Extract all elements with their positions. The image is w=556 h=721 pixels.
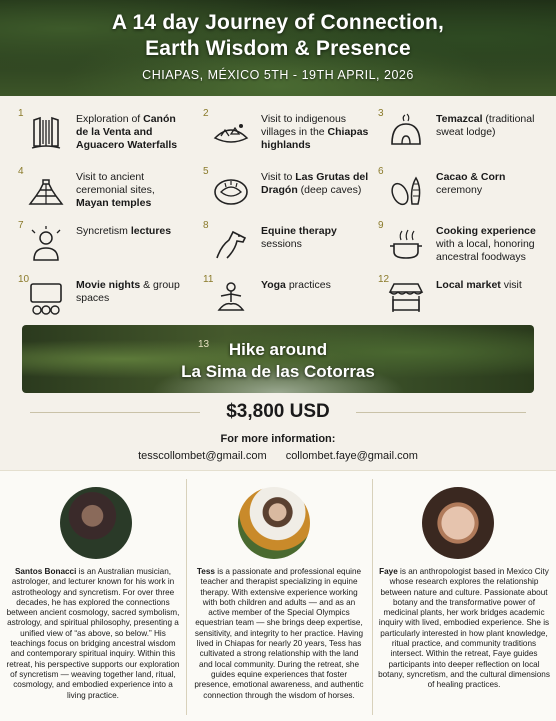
waterfall-icon [26, 112, 66, 152]
bio-santos: Santos Bonacci is an Australian musician, astrologer, and lecturer known for his work in astrotheology and syncretism. For over three decades, he has explored the connections between ancient cosmology, sacred symbolism, astrology, and spiritual philosophy, presenting a unified view of “as above, so below.” His teachings focus on bridging ancestral wisdom and contemporary spiritual inquiry. Within this retreat, his perspective supports our exploration of syncretism — weaving together land, ritual, cosmology, and embodied experience into a living practice. [6, 567, 180, 700]
activity-item [18, 220, 188, 274]
village-icon [211, 112, 251, 152]
avatar-tess [238, 487, 310, 559]
activity-text: Equine therapy sessions [261, 225, 337, 250]
pyramid-icon [26, 170, 66, 210]
activity-text: Yoga practices [261, 279, 331, 291]
activity-number: 6 [378, 166, 384, 177]
activity-number: 5 [203, 166, 209, 177]
activity-item [378, 166, 548, 220]
dates-subtitle: CHIAPAS, MÉXICO 5TH - 19TH APRIL, 2026 [142, 68, 414, 82]
activity-item [18, 274, 188, 328]
activity-number: 12 [378, 274, 390, 285]
activity-number: 9 [378, 220, 384, 231]
highlight-number: 13 [198, 339, 210, 350]
activity-number: 4 [18, 166, 24, 177]
price: $3,800 USD [226, 401, 330, 422]
yoga-icon [211, 278, 251, 318]
activity-number: 2 [203, 108, 209, 119]
movie-screen-icon [26, 278, 66, 318]
activity-text: Movie nights & group spaces [76, 279, 180, 304]
page-title [0, 0, 556, 62]
bio-column-faye [372, 471, 556, 721]
activity-item [203, 220, 373, 274]
activity-item [378, 108, 548, 162]
activity-number: 10 [18, 274, 30, 285]
horse-icon [211, 224, 251, 264]
sweat-lodge-icon [386, 112, 426, 152]
lecture-icon [26, 224, 66, 264]
avatar-faye [422, 487, 494, 559]
activity-text: Visit to Las Grutas del Dragón (deep caves) [261, 171, 369, 196]
activity-number: 11 [203, 274, 214, 285]
title-line-1: A 14 day Journey of Connection, [111, 11, 445, 34]
activity-number: 3 [378, 108, 384, 119]
highlight-banner [22, 325, 534, 393]
email-link-faye[interactable]: collombet.faye@gmail.com [285, 450, 418, 462]
highlight-text: Hike around La Sima de las Cotorras [181, 340, 375, 381]
hero-header [0, 0, 556, 96]
contact-emails [0, 450, 556, 462]
activity-text: Temazcal (traditional sweat lodge) [436, 113, 535, 138]
cave-icon [211, 170, 251, 210]
activity-item [18, 108, 188, 162]
cacao-corn-icon [386, 170, 426, 210]
activity-text: Cooking experience with a local, honoring ancestral foodways [436, 225, 536, 263]
market-stall-icon [386, 278, 426, 318]
activity-item [18, 166, 188, 220]
avatar-santos [60, 487, 132, 559]
activity-text: Visit to indigenous villages in the Chiapas highlands [261, 113, 369, 151]
more-info-label: For more information: [220, 433, 336, 445]
activity-number: 8 [203, 220, 209, 231]
activity-text: Syncretism lectures [76, 225, 172, 237]
activity-text: Exploration of Canón de la Venta and Aguacero Waterfalls [76, 113, 178, 151]
activity-item [378, 274, 548, 328]
facilitators-section [0, 470, 556, 721]
activity-text: Visit to ancient ceremonial sites, Mayan temples [76, 171, 155, 209]
activity-item [203, 274, 373, 328]
cooking-pot-icon [386, 224, 426, 264]
email-link-tess[interactable]: tesscollombet@gmail.com [138, 450, 267, 462]
bio-column-tess [186, 471, 372, 721]
activity-text: Cacao & Corn ceremony [436, 171, 506, 196]
activity-number: 1 [18, 108, 24, 119]
activity-item [203, 166, 373, 220]
activity-text: Local market visit [436, 279, 522, 291]
activity-number: 7 [18, 220, 24, 231]
activity-item [203, 108, 373, 162]
bio-faye: Faye is an anthropologist based in Mexico City whose research explores the relationship between nature and culture. Passionate about botany and the transformative power of medicinal plants, her work bridges academic inquiry with lived, embodied experience. She is particularly interested in how plant knowledge, ritual practice, and community traditions intersect. Within the retreat, Faye guides participants into deeper reflection on local botany, syncretism, and the cultural dimensions of healing practices. [378, 567, 550, 690]
bio-column-santos [0, 471, 186, 721]
activity-item [378, 220, 548, 274]
title-line-2: Earth Wisdom & Presence [145, 37, 411, 60]
bio-tess: Tess is a passionate and professional equine teacher and therapist specializing in equine therapy. With extensive experience working with both children and adults — and as an active member of the Special Olympics equestrian team — she brings deep expertise, sensitivity, and integrity to her practice. Having lived in Chiapas for nearly 20 years, Tess has cultivated a strong relationship with the land and local community. During the retreat, she guides equine experiences that foster presence, emotional awareness, and authentic connection through the wisdom of horses. [194, 567, 364, 700]
